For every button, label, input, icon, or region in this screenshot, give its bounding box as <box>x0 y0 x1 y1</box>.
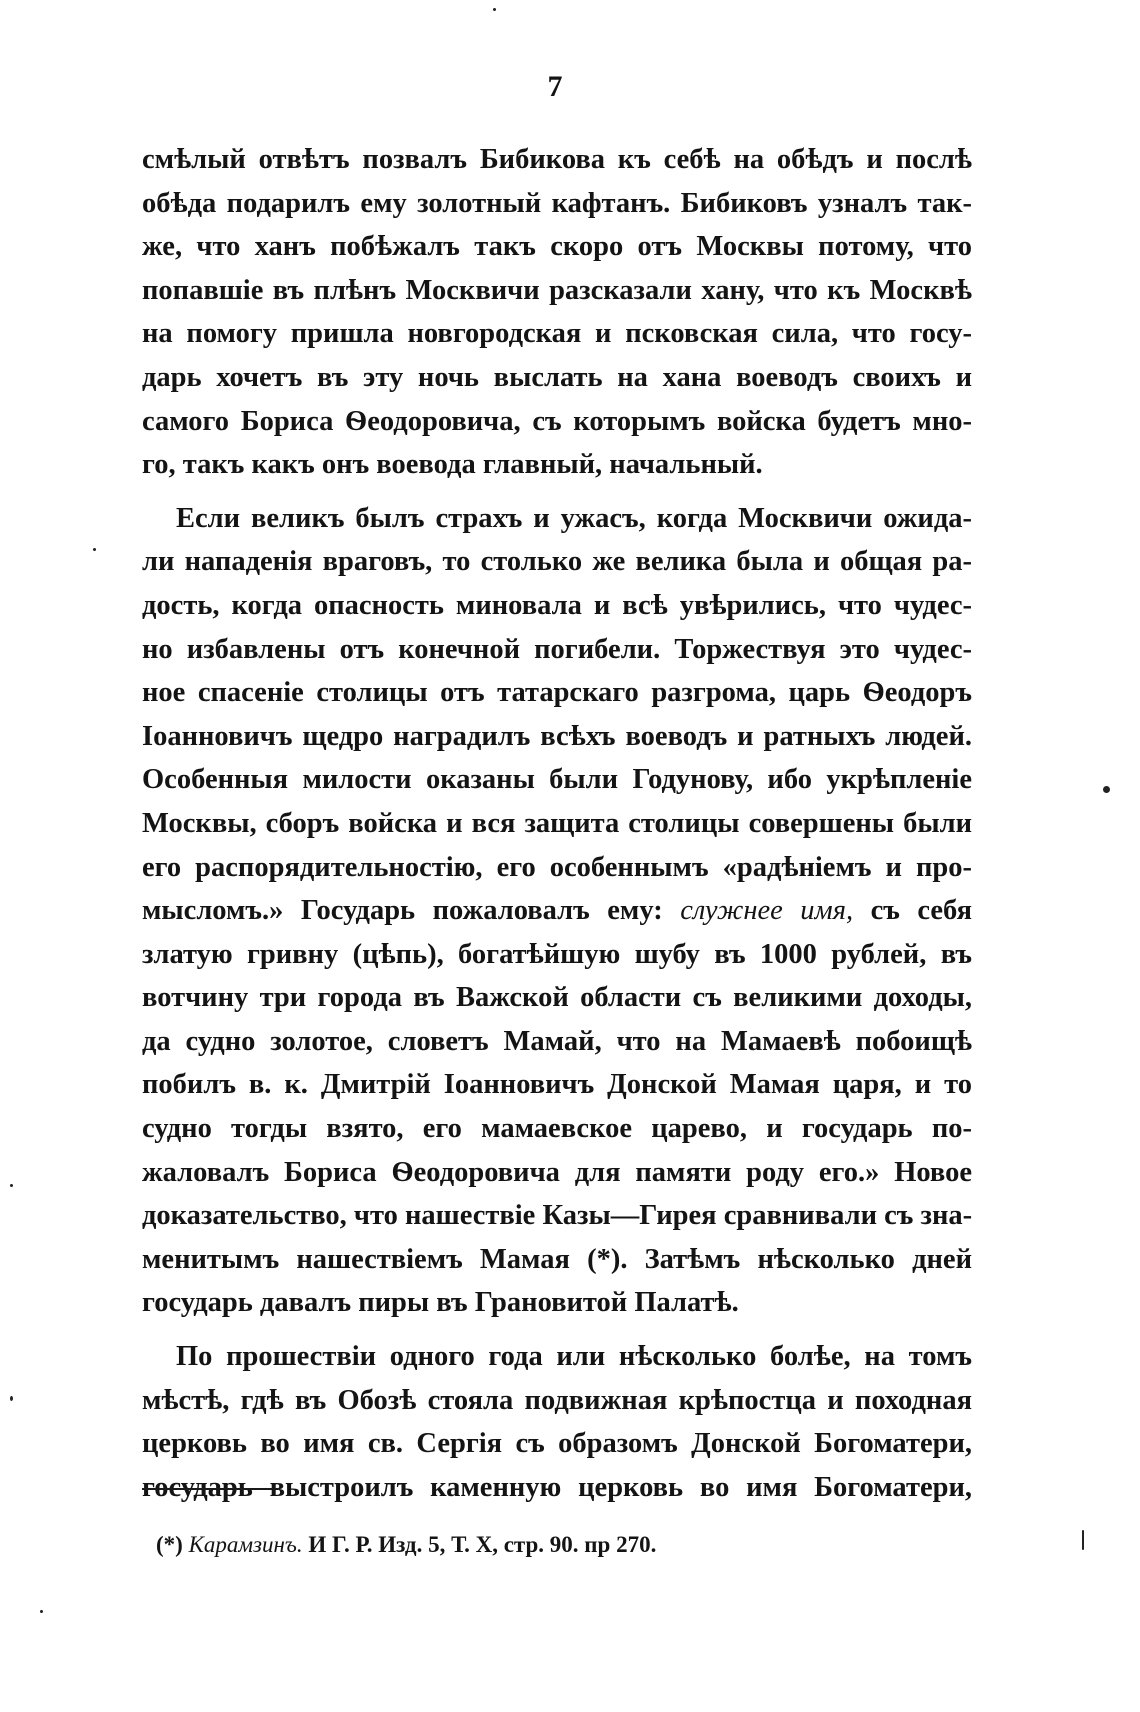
footnote <box>156 1532 656 1558</box>
text-line: го, такъ какъ онъ воевода главный, начальный. <box>142 449 763 481</box>
text-line: государь выстроилъ каменную церковь во имя Богоматери, <box>142 1471 972 1503</box>
text-line: Если великъ былъ страхъ и ужасъ, когда Москвичи ожида- <box>176 502 972 534</box>
scan-speck <box>493 8 496 11</box>
footnote-divider <box>142 1488 278 1490</box>
text-line: попавшіе въ плѣнъ Москвичи разсказали хану, что къ Москвѣ <box>142 274 972 306</box>
text-line: судно тогды взято, его мамаевское царево, и государь по- <box>142 1113 972 1145</box>
text-line: же, что ханъ побѣжалъ такъ скоро отъ Москвы потому, что <box>142 231 972 263</box>
scan-speck <box>1103 786 1110 793</box>
text-fragment: съ себя <box>870 895 973 927</box>
text-line: дость, когда опасность миновала и всѣ увѣрились, что чудес- <box>142 589 972 621</box>
text-line: жаловалъ Бориса Ѳеодоровича для памяти роду его.» Новое <box>142 1156 972 1188</box>
scan-speck <box>10 1396 13 1401</box>
text-line: на помогу пришла новгородская и псковская сила, что госу- <box>142 318 972 350</box>
scan-speck <box>40 1610 43 1613</box>
text-line: его распорядительностію, его особеннымъ «радѣніемъ и про- <box>142 851 972 883</box>
footnote-author: Карамзинъ. <box>188 1532 303 1557</box>
text-line: златую гривну (цѣпь), богатѣйшую шубу въ 1000 рублей, въ <box>142 938 972 970</box>
text-line: государь давалъ пиры въ Грановитой Палатѣ. <box>142 1287 739 1319</box>
text-line: Іоанновичъ щедро наградилъ всѣхъ воеводъ и ратныхъ людей. <box>142 720 972 752</box>
text-line: Особенныя милости оказаны были Годунову, ибо укрѣпленіе <box>142 764 972 796</box>
text-line: побилъ в. к. Дмитрій Іоанновичъ Донской Мамая царя, и то <box>142 1069 972 1101</box>
text-line: Москвы, сборъ войска и вся защита столицы совершены были <box>142 807 972 839</box>
text-line: смѣлый отвѣтъ позвалъ Бибикова къ себѣ на обѣдъ и послѣ <box>142 144 972 175</box>
text-line-with-italic <box>142 889 972 933</box>
scan-speck <box>1082 1530 1084 1550</box>
text-line: менитымъ нашествіемъ Мамая (*). Затѣмъ нѣсколько дней <box>142 1243 972 1275</box>
scan-speck <box>93 548 96 551</box>
text-line: По прошествіи одного года или нѣсколько болѣе, на томъ <box>176 1341 972 1373</box>
text-line: ное спасеніе столицы отъ татарскаго разгрома, царь Ѳеодоръ <box>142 677 972 709</box>
text-line: мѣстѣ, гдѣ въ Обозѣ стояла подвижная крѣпостца и походная <box>142 1384 972 1416</box>
body-text <box>142 138 972 1509</box>
text-fragment: мысломъ.» Государь пожаловалъ ему: <box>142 895 663 927</box>
text-line: обѣда подарилъ ему золотный кафтанъ. Бибиковъ узналъ так- <box>142 187 972 219</box>
paragraph-1 <box>142 138 972 487</box>
text-line: ли нападенія враговъ, то столько же велика была и общая ра- <box>142 546 972 578</box>
text-line: но избавлены отъ конечной погибели. Торжествуя это чудес- <box>142 633 972 665</box>
scan-speck <box>10 1184 13 1187</box>
paragraph-3 <box>142 1335 972 1509</box>
text-line: самого Бориса Ѳеодоровича, съ которымъ войска будетъ мно- <box>142 405 972 437</box>
paragraph-2 <box>142 497 972 1325</box>
text-line: дарь хочетъ въ эту ночь выслать на хана воеводъ своихъ и <box>142 361 972 393</box>
page-number: 7 <box>547 70 563 103</box>
text-line: доказательство, что нашествіе Казы—Гирея сравнивали съ зна- <box>142 1200 973 1232</box>
text-line: вотчину три города въ Важской области съ великими доходы, <box>142 982 972 1014</box>
footnote-reference: И Г. Р. Изд. 5, Т. X, стр. 90. пр 270. <box>308 1532 657 1557</box>
italic-phrase: служнее имя, <box>680 895 854 927</box>
footnote-mark: (*) <box>156 1532 183 1557</box>
text-line: церковь во имя св. Сергія съ образомъ Донской Богоматери, <box>142 1428 972 1460</box>
text-line: да судно золотое, словетъ Мамай, что на Мамаевѣ побоищѣ <box>142 1025 972 1057</box>
